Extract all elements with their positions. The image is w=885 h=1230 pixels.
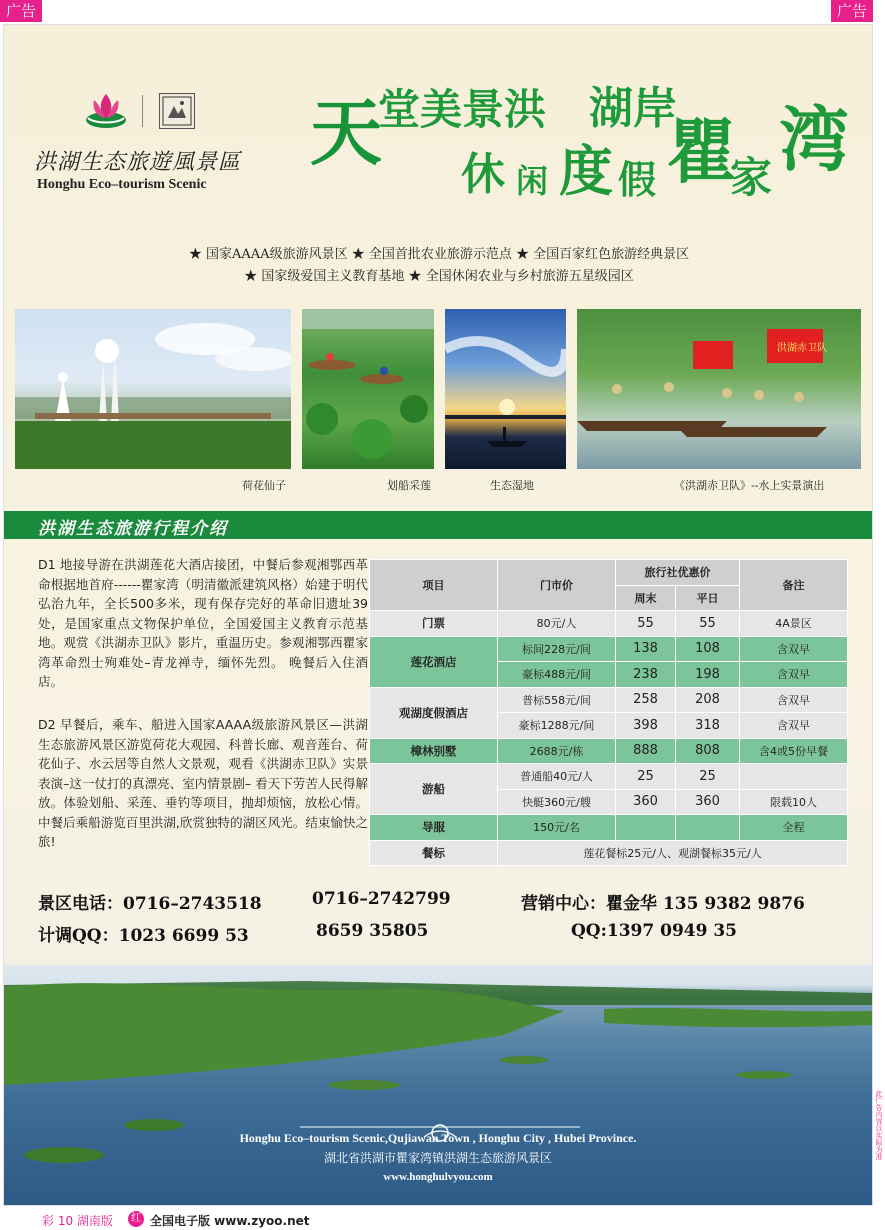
- cell-price: 普标558元/间: [498, 687, 616, 713]
- logo-chinese-name: 洪湖生态旅遊風景區: [34, 150, 242, 175]
- photo-red-guard-graphic: [577, 309, 861, 469]
- headline-line1: 堂美景洪: [378, 85, 547, 134]
- headline-hu: 湖岸: [589, 83, 677, 134]
- cell-note: 全程: [740, 815, 848, 841]
- contact-phone-2: 0716–2742799: [312, 889, 451, 909]
- lake-landscape-graphic: [4, 965, 872, 1206]
- cell-price: 80元/人: [498, 611, 616, 637]
- headline-char-jia2: 家: [730, 153, 773, 202]
- cell-weekday: 198: [676, 662, 740, 688]
- cell-weekend: 238: [616, 662, 676, 688]
- cell-note: 含双早: [740, 662, 848, 688]
- itinerary-day1: D1 地接导游在洪湖莲花大酒店接团，中餐后参观湘鄂西革命根据地首府------瞿家湾（明清徽派建筑风格）始建于明代弘治九年，全长500多米，现有保存完好的革命旧遗址39处，是国家重点文物保护单位，全国爱国主义教育示范基地。观赏《洪湖赤卫队》影片，重温历史。参观湘鄂西瞿家湾革命烈士殉难处–青龙禅寺，缅怀先烈。 晚餐后入住酒店。: [38, 557, 368, 689]
- table-row: [370, 687, 848, 713]
- cell-price: 豪标488元/间: [498, 662, 616, 688]
- cell-weekend: 398: [616, 713, 676, 739]
- seal-icon: [159, 93, 195, 129]
- col-note: 备注: [740, 560, 848, 611]
- photo-boat-lotus-graphic: [302, 309, 434, 469]
- col-item: 项目: [370, 560, 498, 611]
- cell-item: 樟林别墅: [370, 738, 498, 764]
- section-title: 洪湖生态旅游行程介绍: [38, 519, 228, 539]
- cell-price: 快艇360元/艘: [498, 789, 616, 815]
- headline-char-xian: 闲: [516, 162, 549, 200]
- cell-weekend: [616, 815, 676, 841]
- caption-red-guard-show: 《洪湖赤卫队》--水上实景演出: [674, 479, 825, 492]
- ad-tag-left: 广告: [0, 0, 42, 22]
- cell-item: 游船: [370, 764, 498, 815]
- cell-item: 导服: [370, 815, 498, 841]
- cell-weekend: 888: [616, 738, 676, 764]
- contact-qq: 计调QQ：1023 6699 53: [38, 926, 249, 946]
- lake-landscape-photo: [4, 965, 872, 1206]
- scenic-logo: [34, 85, 244, 205]
- headline-char-jia: 假: [618, 158, 657, 202]
- cell-weekend: 258: [616, 687, 676, 713]
- cell-weekend: 360: [616, 789, 676, 815]
- table-row: [370, 611, 848, 637]
- cell-weekday: 360: [676, 789, 740, 815]
- cell-weekday: 808: [676, 738, 740, 764]
- caption-boat-lotus: 划船采莲: [387, 479, 431, 492]
- contact-phone: 景区电话：0716–2743518: [38, 894, 262, 914]
- honors-line-1: ★ 国家AAAA级旅游风景区 ★ 全国首批农业旅游示范点 ★ 全国百家红色旅游经典景区: [188, 247, 690, 262]
- cell-note: 含4或5份早餐: [740, 738, 848, 764]
- cell-weekend: 55: [616, 611, 676, 637]
- cell-note: 含双早: [740, 687, 848, 713]
- contact-qq-2: 8659 35805: [316, 921, 429, 941]
- honors-line-2: ★ 国家级爱国主义教育基地 ★ 全国休闲农业与乡村旅游五星级园区: [244, 269, 634, 284]
- contact-sales-center: 营销中心：瞿金华 135 9382 9876: [521, 894, 805, 914]
- headline-char-xiu: 休: [461, 149, 505, 200]
- footer-site-link[interactable]: 全国电子版 www.zyoo.net: [150, 1214, 310, 1228]
- cell-price: 豪标1288元/间: [498, 713, 616, 739]
- side-note: 此广告内容以实际为准: [875, 1090, 883, 1160]
- col-agency-price: 旅行社优惠价: [616, 560, 740, 586]
- cell-weekday: 318: [676, 713, 740, 739]
- table-row: [370, 738, 848, 764]
- caption-lotus-fairy: 荷花仙子: [242, 479, 286, 492]
- cell-meal-detail: 莲花餐标25元/人、观湖餐标35元/人: [498, 840, 848, 866]
- col-weekday: 平日: [676, 585, 740, 611]
- lotus-icon: [84, 90, 128, 130]
- cell-price: 2688元/栋: [498, 738, 616, 764]
- logo-divider: [142, 95, 143, 127]
- address-chinese: 湖北省洪湖市瞿家湾镇洪湖生态旅游风景区: [323, 1151, 552, 1165]
- table-row: [370, 815, 848, 841]
- contact-sales-qq: QQ:1397 0949 35: [571, 921, 738, 941]
- itinerary-day2: D2 早餐后，乘车、船进入国家AAAA级旅游风景区—洪湖生态旅游风景区游览荷花大观园、科普长廊、观音莲台、荷花仙子、水云居等自然人文景观，观看《洪湖赤卫队》实景表演–这一仗打的真漂亮、室内情景剧– 看天下劳苦人民得解放。体验划船、采莲、垂钓等项目，抛却烦恼，放松心情。中餐后乘船游览百里洪湖,欣赏独特的湖区风光。结束愉快之旅!: [38, 717, 368, 849]
- photo-red-guard-show: [577, 309, 861, 469]
- cell-item: 观湖度假酒店: [370, 687, 498, 738]
- page-footer: [0, 1208, 885, 1230]
- footer-badge: 红: [128, 1211, 144, 1227]
- ad-tag-right: 广告: [831, 0, 873, 22]
- seal-graphic: [162, 96, 192, 126]
- cell-weekday: 108: [676, 636, 740, 662]
- cell-price: 150元/名: [498, 815, 616, 841]
- caption-wetland: 生态湿地: [490, 479, 534, 492]
- photo-wetland-sunset: [445, 309, 566, 469]
- headline-char-du: 度: [559, 140, 613, 203]
- photo-lotus-fairy-graphic: [15, 309, 291, 469]
- headline-char-qu: 瞿: [667, 111, 737, 193]
- table-row: [370, 636, 848, 662]
- photo-wetland-sunset-graphic: [445, 309, 566, 469]
- flag-label: 洪湖赤卫队: [777, 343, 827, 354]
- footer-page-label: 彩 10 湖南版: [42, 1214, 113, 1228]
- advertisement-poster: [3, 24, 873, 1206]
- cell-price: 普通船40元/人: [498, 764, 616, 790]
- cell-note: [740, 764, 848, 790]
- cell-weekend: 138: [616, 636, 676, 662]
- photo-boat-lotus: [302, 309, 434, 469]
- col-price: 门市价: [498, 560, 616, 611]
- cell-note: 4A景区: [740, 611, 848, 637]
- table-row: [370, 764, 848, 790]
- photo-lotus-fairy: [15, 309, 291, 469]
- table-row: [370, 840, 848, 866]
- cell-item: 莲花酒店: [370, 636, 498, 687]
- cell-item: 餐标: [370, 840, 498, 866]
- cell-weekday: 25: [676, 764, 740, 790]
- section-header-bar: [4, 511, 872, 539]
- address-english: Honghu Eco–tourism Scenic,Qujiawan Town , Honghu City , Hubei Province.: [239, 1131, 637, 1145]
- website-url[interactable]: www.honghulvyou.com: [383, 1171, 493, 1183]
- cell-item: 门票: [370, 611, 498, 637]
- cell-note: 含双早: [740, 713, 848, 739]
- cell-weekday: [676, 815, 740, 841]
- logo-english-name: Honghu Eco–tourism Scenic: [37, 177, 207, 192]
- table-header-row: [370, 560, 848, 586]
- cell-price: 标间228元/间: [498, 636, 616, 662]
- col-weekend: 周末: [616, 585, 676, 611]
- cell-note: 限载10人: [740, 789, 848, 815]
- cell-weekday: 55: [676, 611, 740, 637]
- cell-weekday: 208: [676, 687, 740, 713]
- price-table: [369, 559, 848, 866]
- cell-weekend: 25: [616, 764, 676, 790]
- headline-char-wan: 湾: [779, 99, 849, 181]
- cell-note: 含双早: [740, 636, 848, 662]
- headline-char-tian: 天: [310, 91, 383, 175]
